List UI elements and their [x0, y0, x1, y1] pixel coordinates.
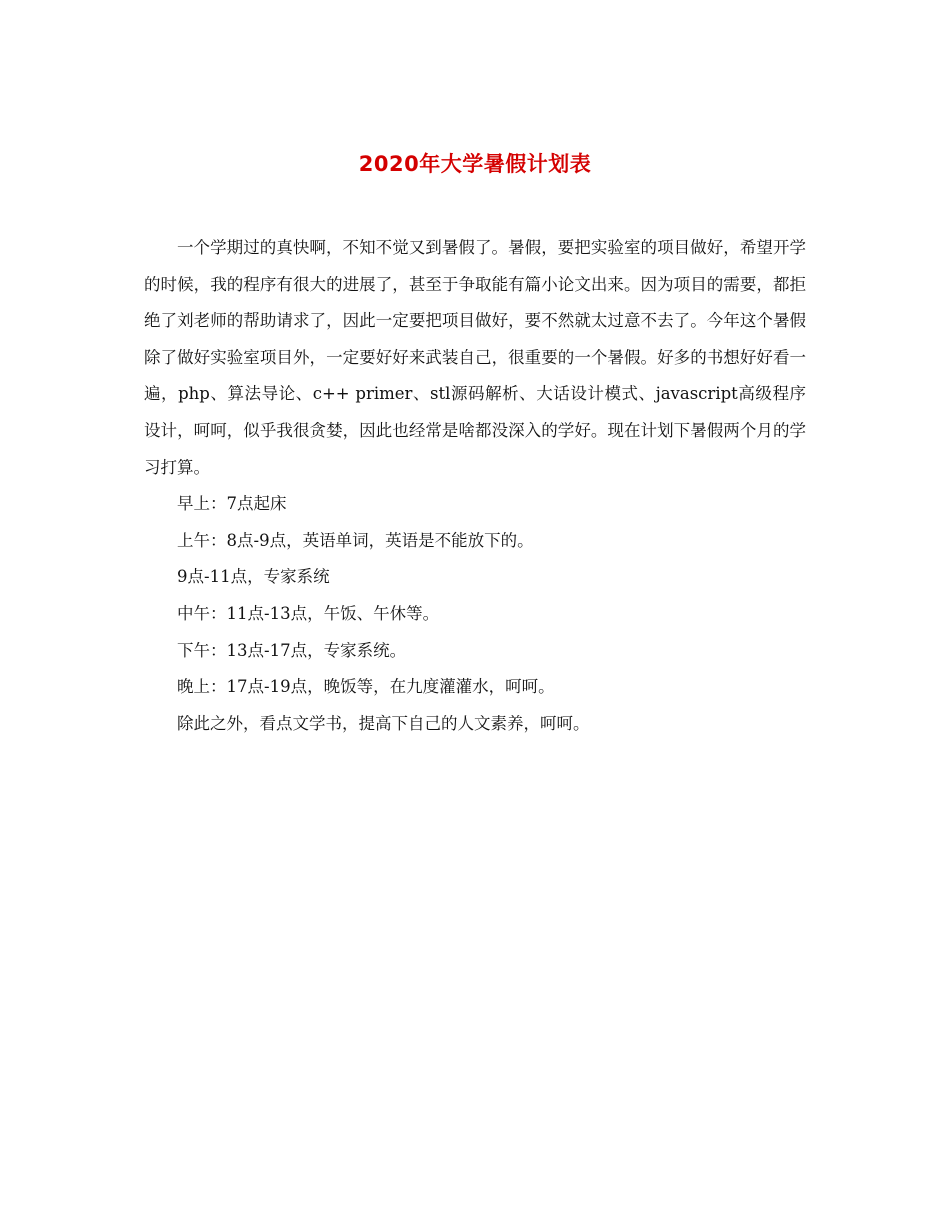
- schedule-line-evening: 晚上：17点-19点，晚饭等，在九度灌灌水，呵呵。: [177, 677, 555, 697]
- schedule-line-noon: 中午：11点-13点，午饭、午休等。: [177, 603, 440, 623]
- schedule-line-forenoon-2: 9点-11点，专家系统: [177, 567, 330, 587]
- document-title: 2020年大学暑假计划表: [358, 152, 592, 176]
- intro-paragraph: 一个学期过的真快啊，不知不觉又到暑假了。暑假，要把实验室的项目做好，希望开学的时候，我的程序有很大的进展了，甚至于争取能有篇小论文出来。因为项目的需要，都拒绝了刘老师的帮助请求了，因此一定要把项目做好，要不然就太过意不去了。今年这个暑假除了做好实验室项目外，一定要好好来武装自己，很重要的一个暑假。好多的书想好好看一遍，php、算法导论、c++ primer、stl源码解析、大话设计模式、javascript高级程序设计，呵呵，似乎我很贪婪，因此也经常是啥都没深入的学好。现在计划下暑假两个月的学习打算。: [144, 238, 806, 477]
- schedule-line-afternoon: 下午：13点-17点，专家系统。: [177, 640, 407, 660]
- document-body: [144, 230, 806, 742]
- schedule-line-extra: 除此之外，看点文学书，提高下自己的人文素养，呵呵。: [177, 713, 590, 733]
- schedule-line-forenoon: 上午：8点-9点，英语单词，英语是不能放下的。: [177, 530, 534, 550]
- schedule-line-morning: 早上：7点起床: [177, 494, 287, 514]
